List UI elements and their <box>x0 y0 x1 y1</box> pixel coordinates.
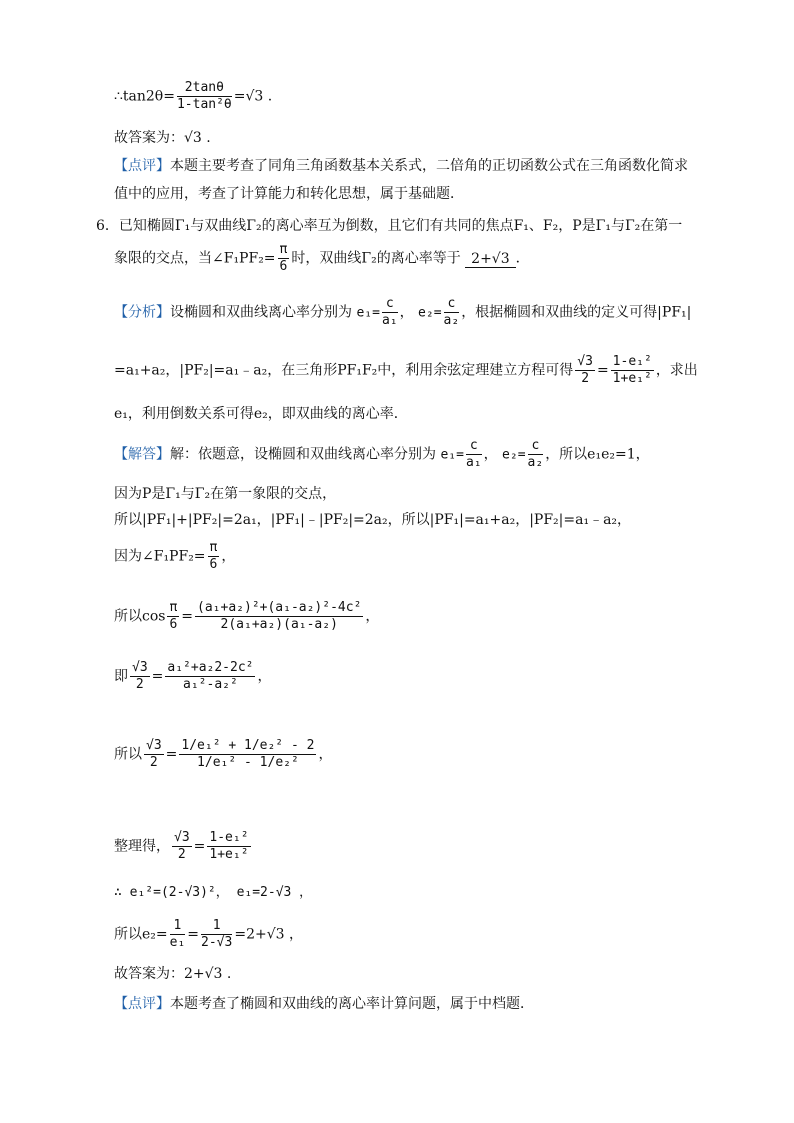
solution-step-1: 因为P是Γ₁与Γ₂在第一象限的交点， <box>114 486 337 502</box>
question-6: 6．已知椭圆Γ₁与双曲线Γ₂的离心率互为倒数，且它们有共同的焦点F₁、F₂，P是Γ₁与Γ₂在第一 <box>96 218 683 234</box>
tan2theta-line: ∴tan2θ= $\frac{2\tan\theta}{\text{1-tan²θ}}$ =√3 . <box>114 80 273 112</box>
comment-2: 【点评】本题考查了椭圆和双曲线的离心率计算问题，属于中档题． <box>114 996 534 1012</box>
question-6-cont: 象限的交点，当∠F₁PF₂= $\frac{\pi}{6}$ 时，双曲线Γ₂的离心率等于 2+√3 ． <box>114 242 530 274</box>
comment-tag-2: 【点评】 <box>114 996 170 1012</box>
analysis: 【分析】设椭圆和双曲线离心率分别为 e₁= $\frac{c}{\text{a₁}}$ ， e₂= $\frac{c}{\text{a₂}}$ ，根据椭圆和双曲线的定义可得|PF₁| <box>114 296 692 328</box>
solution-tag: 【解答】 <box>114 446 170 463</box>
solution-step-9: 所以e₂= $\frac{1}{\text{e₁}}$ = $\frac{1}{2-√3}$ =2+√3 ， <box>114 918 303 950</box>
comment-1: 【点评】本题主要考查了同角三角函数基本关系式，二倍角的正切函数公式在三角函数化简求 <box>114 158 688 174</box>
solution-step-6: 所以 $\frac{√3}{2}$ = $\frac{\text{1/e₁² + 1/e₂² - 2}}{\text{1/e₁² - 1/e₂²}}$ ， <box>114 738 333 770</box>
solution-step-7: 整理得， $\frac{√3}{2}$ = $\frac{\text{1-e₁²}}{\text{1+e₁²}}$ <box>114 830 249 862</box>
analysis-tag: 【分析】 <box>114 304 170 321</box>
solution-step-8: ∴ e₁²=(2-√3)²， e₁=2-√3 ， <box>114 885 313 900</box>
answer-line-1: 故答案为：√3 . <box>114 130 211 146</box>
comment-1-cont: 值中的应用，考查了计算能力和转化思想，属于基础题． <box>114 186 464 202</box>
solution: 【解答】解：依题意，设椭圆和双曲线离心率分别为 e₁= $\frac{c}{\text{a₁}}$ ， e₂= $\frac{c}{\text{a₂}}$ ，所以e₁e₂=1， <box>114 438 650 470</box>
solution-step-2: 所以|PF₁|+|PF₂|=2a₁，|PF₁|﹣|PF₂|=2a₂，所以|PF₁|=a₁+a₂，|PF₂|=a₁﹣a₂， <box>114 512 632 528</box>
solution-step-3: 因为∠F₁PF₂= $\frac{\pi}{6}$ ， <box>114 540 236 572</box>
analysis-cont: =a₁+a₂，|PF₂|=a₁﹣a₂，在三角形PF₁F₂中，利用余弦定理建立方程可得 $\frac{√3}{2}$ = $\frac{\text{1-e₁²}}{\text{1+e₁²}}$ ，求出 <box>114 354 698 386</box>
analysis-cont-2: e₁，利用倒数关系可得e₂，即双曲线的离心率． <box>114 406 408 422</box>
solution-step-4: 所以cos $\frac{\pi}{6}$ = $\frac{\text{(a₁+a₂)²+(a₁-a₂)²-4c²}}{\text{2(a₁+a₂)(a₁-a₂)}}$ ， <box>114 600 380 632</box>
comment-tag: 【点评】 <box>114 158 170 174</box>
answer-blank: 2+√3 <box>465 251 515 268</box>
solution-step-5: 即 $\frac{√3}{2}$ = $\frac{\text{a₁²+a₂2-2c²}}{\text{a₁²-a₂²}}$ ， <box>114 660 272 692</box>
answer-line-2: 故答案为：2+√3 . <box>114 966 232 982</box>
